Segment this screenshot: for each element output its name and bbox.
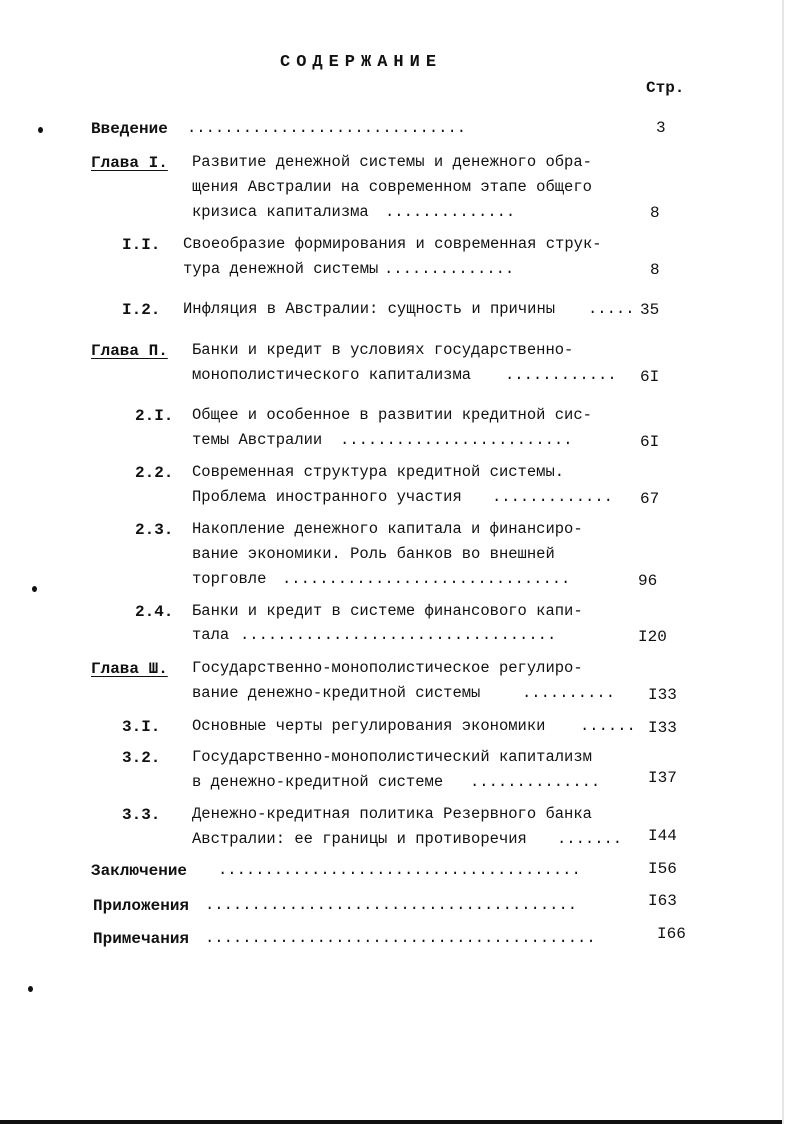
toc-page: I33 (648, 686, 677, 704)
toc-label: Приложения (93, 897, 190, 915)
toc-line: тала (192, 626, 230, 644)
toc-line: Своеобразие формирования и современная струк- (183, 235, 602, 253)
toc-label: 3.3. (122, 806, 161, 824)
toc-leader: ...... (580, 717, 636, 735)
toc-label: Введение (91, 120, 168, 138)
toc-line: Банки и кредит в условиях государственно- (192, 341, 574, 359)
toc-line: Банки и кредит в системе финансового капи- (192, 602, 583, 620)
toc-label: 2.4. (135, 603, 174, 621)
toc-leader: ............................... (282, 570, 571, 588)
toc-page: 8 (650, 204, 660, 222)
toc-page: I63 (648, 892, 677, 910)
toc-leader: ......................... (340, 431, 573, 449)
toc-label: I.I. (122, 236, 161, 254)
toc-line: Общее и особенное в развитии кредитной сис- (192, 406, 592, 424)
toc-page: I56 (648, 860, 677, 878)
toc-label: I.2. (122, 301, 161, 319)
toc-leader: ............. (492, 488, 613, 506)
toc-leader: .............. (384, 260, 515, 278)
toc-leader: ....... (557, 830, 623, 848)
toc-page: 67 (640, 490, 660, 508)
margin-mark (32, 586, 37, 592)
toc-leader: ....................................... (218, 861, 581, 879)
toc-line: Инфляция в Австралии: сущность и причины (183, 300, 556, 318)
toc-line: Проблема иностранного участия (192, 488, 462, 506)
toc-page: 6I (640, 433, 660, 451)
toc-leader: ........................................ (205, 896, 578, 914)
toc-line: Накопление денежного капитала и финансиро- (192, 520, 583, 538)
toc-label: 2.2. (135, 464, 174, 482)
toc-leader: .............................. (187, 119, 467, 137)
toc-page: 35 (640, 301, 660, 319)
toc-page: 6I (640, 368, 660, 386)
toc-line: темы Австралии (192, 431, 323, 449)
page-column-header: Стр. (646, 79, 685, 97)
toc-label: Заключение (91, 862, 188, 880)
scan-edge-bottom (0, 1120, 782, 1124)
toc-line: Современная структура кредитной системы. (192, 463, 565, 481)
toc-leader: .............. (385, 203, 516, 221)
toc-label: 2.3. (135, 521, 174, 539)
toc-leader: .............. (470, 773, 601, 791)
toc-line: Денежно-кредитная политика Резервного банка (192, 805, 592, 823)
toc-line: монополистического капитализма (192, 366, 472, 384)
toc-line: вание экономики. Роль банков во внешней (192, 545, 555, 563)
toc-page: I20 (638, 628, 667, 646)
toc-page: I66 (657, 925, 686, 943)
toc-leader: .................................. (240, 626, 557, 644)
toc-label: Глава П. (91, 342, 168, 360)
toc-line: Основные черты регулирования экономики (192, 717, 546, 735)
toc-line: Государственно-монополистическое регулиро- (192, 659, 583, 677)
toc-line: Государственно-монополистический капитализм (192, 748, 592, 766)
toc-label: Примечания (93, 930, 190, 948)
toc-line: в денежно-кредитной системе (192, 773, 444, 791)
toc-line: Развитие денежной системы и денежного обра- (192, 153, 592, 171)
toc-page: I37 (648, 769, 677, 787)
toc-leader: ............ (505, 366, 617, 384)
margin-mark (28, 986, 33, 992)
toc-label: 3.I. (122, 718, 161, 736)
toc-line: торговле (192, 570, 267, 588)
toc-page: 96 (638, 572, 658, 590)
contents-heading: СОДЕРЖАНИЕ (280, 53, 443, 72)
toc-line: тура денежной системы (183, 260, 379, 278)
toc-page: 8 (650, 261, 660, 279)
toc-page: I33 (648, 719, 677, 737)
toc-line: кризиса капитализма (192, 203, 369, 221)
toc-leader: .......................................... (205, 929, 596, 947)
toc-label: 3.2. (122, 749, 161, 767)
toc-line: щения Австралии на современном этапе общего (192, 178, 592, 196)
toc-line: вание денежно-кредитной системы (192, 684, 481, 702)
toc-label: Глава Ш. (91, 660, 168, 678)
toc-page: I44 (648, 827, 677, 845)
margin-mark (38, 127, 43, 133)
toc-leader: .......... (522, 684, 616, 702)
toc-line: Австралии: ее границы и противоречия (192, 830, 527, 848)
scan-edge-right (782, 0, 784, 1124)
toc-leader: ..... (588, 300, 635, 318)
toc-page: 3 (656, 119, 666, 137)
toc-label: 2.I. (135, 407, 174, 425)
toc-label: Глава I. (91, 154, 168, 172)
